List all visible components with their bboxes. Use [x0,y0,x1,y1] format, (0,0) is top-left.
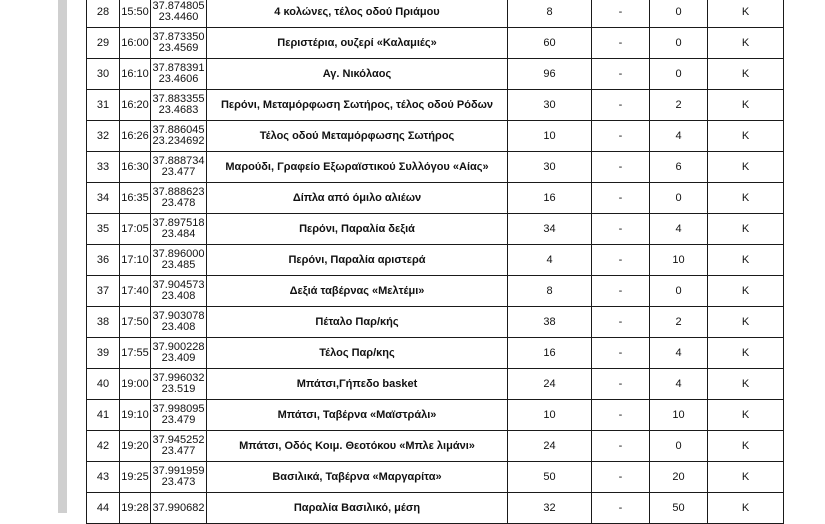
value-3-cell: 0 [650,0,708,28]
value-1-cell: 32 [508,493,592,524]
value-1-cell: 30 [508,90,592,121]
coordinates-cell [151,183,207,214]
value-4-cell: K [708,0,784,28]
coordinates-cell [151,400,207,431]
coordinates-cell [151,59,207,90]
table-row [87,276,784,307]
value-4-cell: K [708,493,784,524]
coordinates-cell [151,0,207,28]
value-2-cell: - [592,28,650,59]
sampling-table [86,0,784,524]
value-1-cell: 8 [508,0,592,28]
time-cell: 16:20 [120,90,151,121]
coordinates-cell [151,493,207,524]
value-1-cell: 60 [508,28,592,59]
value-1-cell: 8 [508,276,592,307]
row-number: 33 [87,152,120,183]
time-cell: 19:28 [120,493,151,524]
row-number: 37 [87,276,120,307]
value-3-cell: 4 [650,369,708,400]
latitude: 37.945252 [152,434,205,446]
latitude: 37.873350 [152,31,205,43]
value-3-cell: 4 [650,121,708,152]
longitude: 23.4569 [158,42,199,54]
longitude: 23.485 [161,259,196,271]
latitude: 37.897518 [152,217,205,229]
coordinates-cell [151,214,207,245]
coordinates-cell [151,338,207,369]
value-3-cell: 0 [650,276,708,307]
latitude: 37.874805 [152,0,205,12]
table-row [87,338,784,369]
location-cell: Δεξιά ταβέρνας «Μελτέμι» [207,276,508,307]
value-4-cell: K [708,276,784,307]
value-3-cell: 0 [650,28,708,59]
value-3-cell: 6 [650,152,708,183]
value-2-cell: - [592,0,650,28]
location-cell: Αγ. Νικόλαος [207,59,508,90]
time-cell: 17:05 [120,214,151,245]
value-3-cell: 20 [650,462,708,493]
value-1-cell: 10 [508,121,592,152]
longitude: 23.478 [161,197,196,209]
value-2-cell: - [592,462,650,493]
time-cell: 19:00 [120,369,151,400]
value-3-cell: 4 [650,214,708,245]
value-1-cell: 24 [508,431,592,462]
value-4-cell: K [708,431,784,462]
time-cell: 16:00 [120,28,151,59]
table-row [87,28,784,59]
table-row [87,121,784,152]
latitude: 37.990682 [152,501,205,514]
coordinates-cell [151,121,207,152]
value-4-cell: K [708,183,784,214]
latitude: 37.904573 [152,279,205,291]
longitude: 23.4683 [158,104,199,116]
location-cell: Περιστέρια, ουζερί «Καλαμιές» [207,28,508,59]
longitude: 23.4460 [158,11,199,23]
coordinates-cell [151,431,207,462]
value-2-cell: - [592,214,650,245]
value-4-cell: K [708,338,784,369]
time-cell: 16:35 [120,183,151,214]
value-2-cell: - [592,493,650,524]
value-2-cell: - [592,183,650,214]
row-number: 38 [87,307,120,338]
location-cell: Βασιλικά, Ταβέρνα «Μαργαρίτα» [207,462,508,493]
value-2-cell: - [592,369,650,400]
value-1-cell: 30 [508,152,592,183]
location-cell: Τέλος οδού Μεταμόρφωσης Σωτήρος [207,121,508,152]
row-number: 31 [87,90,120,121]
value-3-cell: 0 [650,431,708,462]
value-3-cell: 0 [650,183,708,214]
time-cell: 16:26 [120,121,151,152]
latitude: 37.888623 [152,186,205,198]
location-cell: Περόνι, Παραλία δεξιά [207,214,508,245]
value-2-cell: - [592,245,650,276]
table-row [87,0,784,28]
latitude: 37.896000 [152,248,205,260]
left-margin-bar [58,0,67,513]
value-1-cell: 4 [508,245,592,276]
location-cell: Πέταλο Παρ/κής [207,307,508,338]
row-number: 34 [87,183,120,214]
table-row [87,152,784,183]
row-number: 39 [87,338,120,369]
table-row [87,369,784,400]
location-cell: Τέλος Παρ/κης [207,338,508,369]
latitude: 37.903078 [152,310,205,322]
latitude: 37.888734 [152,155,205,167]
latitude: 37.883355 [152,93,205,105]
value-3-cell: 10 [650,400,708,431]
location-cell: Μαρούδι, Γραφείο Εξωραϊστικού Συλλόγου «Αίας» [207,152,508,183]
value-4-cell: K [708,214,784,245]
value-3-cell: 2 [650,90,708,121]
value-2-cell: - [592,307,650,338]
value-4-cell: K [708,369,784,400]
table-row [87,183,784,214]
value-3-cell: 0 [650,59,708,90]
value-3-cell: 50 [650,493,708,524]
time-cell: 19:20 [120,431,151,462]
value-4-cell: K [708,59,784,90]
table-row [87,400,784,431]
table-row [87,307,784,338]
longitude: 23.477 [161,166,196,178]
value-3-cell: 4 [650,338,708,369]
value-1-cell: 10 [508,400,592,431]
table-row [87,59,784,90]
location-cell: Περόνι, Παραλία αριστερά [207,245,508,276]
value-2-cell: - [592,431,650,462]
latitude: 37.900228 [152,341,205,353]
longitude: 23.479 [161,414,196,426]
coordinates-cell [151,276,207,307]
value-1-cell: 24 [508,369,592,400]
row-number: 44 [87,493,120,524]
row-number: 40 [87,369,120,400]
coordinates-cell [151,369,207,400]
location-cell: Μπάτσι,Γήπεδο basket [207,369,508,400]
coordinates-cell [151,90,207,121]
time-cell: 17:55 [120,338,151,369]
value-4-cell: K [708,152,784,183]
value-4-cell: K [708,245,784,276]
time-cell: 16:10 [120,59,151,90]
value-2-cell: - [592,276,650,307]
value-1-cell: 16 [508,183,592,214]
table-row [87,431,784,462]
time-cell: 17:10 [120,245,151,276]
value-4-cell: K [708,400,784,431]
location-cell: Μπάτσι, Ταβέρνα «Μαϊστράλι» [207,400,508,431]
latitude: 37.886045 [152,124,205,136]
longitude: 23.473 [161,476,196,488]
row-number: 35 [87,214,120,245]
row-number: 29 [87,28,120,59]
value-3-cell: 10 [650,245,708,276]
value-2-cell: - [592,90,650,121]
value-4-cell: K [708,90,784,121]
time-cell: 17:50 [120,307,151,338]
row-number: 43 [87,462,120,493]
row-number: 32 [87,121,120,152]
row-number: 42 [87,431,120,462]
value-1-cell: 34 [508,214,592,245]
time-cell: 16:30 [120,152,151,183]
longitude: 23.234692 [152,135,205,147]
coordinates-cell [151,462,207,493]
value-2-cell: - [592,152,650,183]
value-4-cell: K [708,307,784,338]
location-cell: Δίπλα από όμιλο αλιέων [207,183,508,214]
value-2-cell: - [592,400,650,431]
time-cell: 19:25 [120,462,151,493]
coordinates-cell [151,307,207,338]
time-cell: 17:40 [120,276,151,307]
value-4-cell: K [708,121,784,152]
value-3-cell: 2 [650,307,708,338]
value-1-cell: 50 [508,462,592,493]
latitude: 37.878391 [152,62,205,74]
location-cell: 4 κολώνες, τέλος οδού Πριάμου [207,0,508,28]
row-number: 30 [87,59,120,90]
coordinates-cell [151,28,207,59]
location-cell: Μπάτσι, Οδός Κοιμ. Θεοτόκου «Μπλε λιμάνι» [207,431,508,462]
table-row [87,90,784,121]
longitude: 23.408 [161,290,196,302]
value-2-cell: - [592,121,650,152]
location-cell: Παραλία Βασιλικό, μέση [207,493,508,524]
value-1-cell: 16 [508,338,592,369]
latitude: 37.996032 [152,372,205,384]
value-4-cell: K [708,28,784,59]
table-row [87,493,784,524]
latitude: 37.998095 [152,403,205,415]
longitude: 23.519 [161,383,196,395]
table-body [87,0,784,524]
longitude: 23.408 [161,321,196,333]
coordinates-cell [151,152,207,183]
value-4-cell: K [708,462,784,493]
table-row [87,245,784,276]
longitude: 23.4606 [158,73,199,85]
time-cell: 19:10 [120,400,151,431]
value-2-cell: - [592,59,650,90]
row-number: 28 [87,0,120,28]
coordinates-cell [151,245,207,276]
time-cell: 15:50 [120,0,151,28]
longitude: 23.409 [161,352,196,364]
longitude: 23.477 [161,445,196,457]
row-number: 41 [87,400,120,431]
table-row [87,462,784,493]
row-number: 36 [87,245,120,276]
location-cell: Περόνι, Μεταμόρφωση Σωτήρος, τέλος οδού Ρόδων [207,90,508,121]
longitude: 23.484 [161,228,196,240]
value-1-cell: 96 [508,59,592,90]
table-row [87,214,784,245]
value-1-cell: 38 [508,307,592,338]
latitude: 37.991959 [152,465,205,477]
value-2-cell: - [592,338,650,369]
